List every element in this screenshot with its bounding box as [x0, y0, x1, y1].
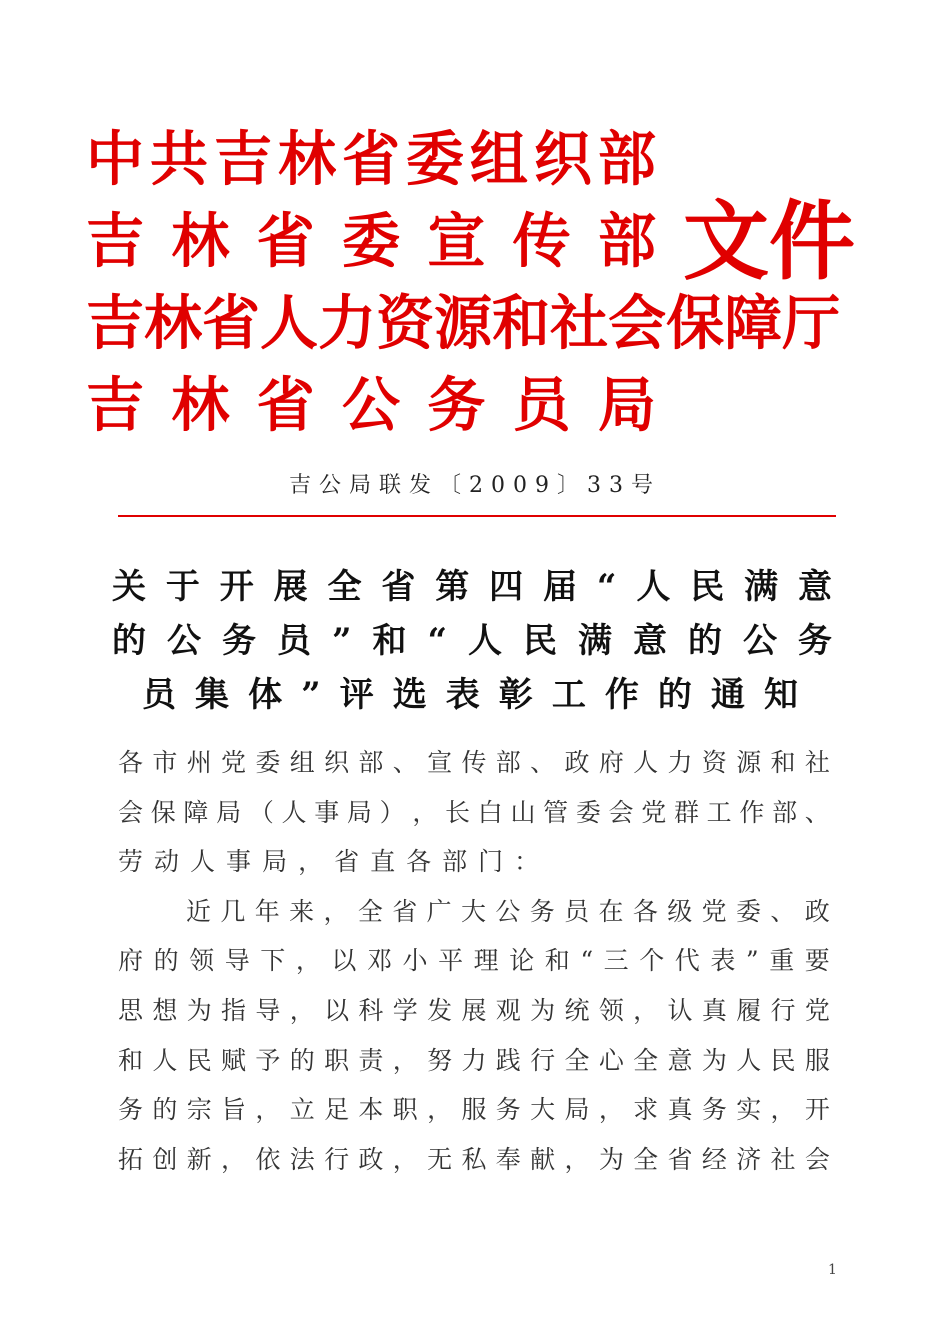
body-line: 各 市 州 党 委 组 织 部 、 宣 传 部 、 政 府 人 力 资 源 和 社	[118, 748, 830, 777]
body-line: 府 的 领 导 下 ， 以 邓 小 平 理 论 和 “ 三 个 代 表 ” 重 要	[118, 946, 830, 976]
body-line: 会 保 障 局 （ 人 事 局 ） ， 长 白 山 管 委 会 党 群 工 作 部 、	[118, 797, 830, 827]
title-line: 的 公 务 员 ” 和 “ 人 民 满 意 的 公 务	[112, 621, 832, 661]
issuer-line: 吉 林 省 人 力 资 源 和 社 会 保 障 厅	[86, 288, 841, 358]
body-line: 拓 创 新 ， 依 法 行 政 ， 无 私 奉 献 ， 为 全 省 经 济 社 会	[118, 1144, 830, 1174]
red-divider	[118, 515, 836, 517]
issuer-line: 中 共 吉 林 省 委 组 织 部	[86, 124, 656, 194]
page-number: 1	[828, 1262, 837, 1278]
issuer-line: 吉 林 省 委 宣 传 部	[86, 206, 656, 276]
body-line: 思 想 为 指 导 ， 以 科 学 发 展 观 为 统 领 ， 认 真 履 行 党	[118, 995, 830, 1025]
document-title	[112, 560, 832, 722]
body-line: 近 几 年 来 ， 全 省 广 大 公 务 员 在 各 级 党 委 、 政	[186, 896, 830, 926]
title-line: 关 于 开 展 全 省 第 四 届 “ 人 民 满 意	[112, 567, 832, 607]
document-number: 吉公局联发〔2009〕33号	[289, 473, 661, 498]
document-body	[118, 738, 830, 1184]
body-line: 劳 动 人 事 局 ， 省 直 各 部 门 ：	[118, 847, 540, 877]
body-line: 和 人 民 赋 予 的 职 责 ， 努 力 践 行 全 心 全 意 为 人 民 服	[118, 1045, 830, 1075]
body-line: 务 的 宗 旨 ， 立 足 本 职 ， 服 务 大 局 ， 求 真 务 实 ， 开	[118, 1095, 830, 1125]
document-type-label: 文件	[683, 191, 855, 292]
issuer-line: 吉 林 省 公 务 员 局	[86, 370, 656, 440]
title-line: 员 集 体 ” 评 选 表 彰 工 作 的 通 知	[142, 675, 798, 715]
